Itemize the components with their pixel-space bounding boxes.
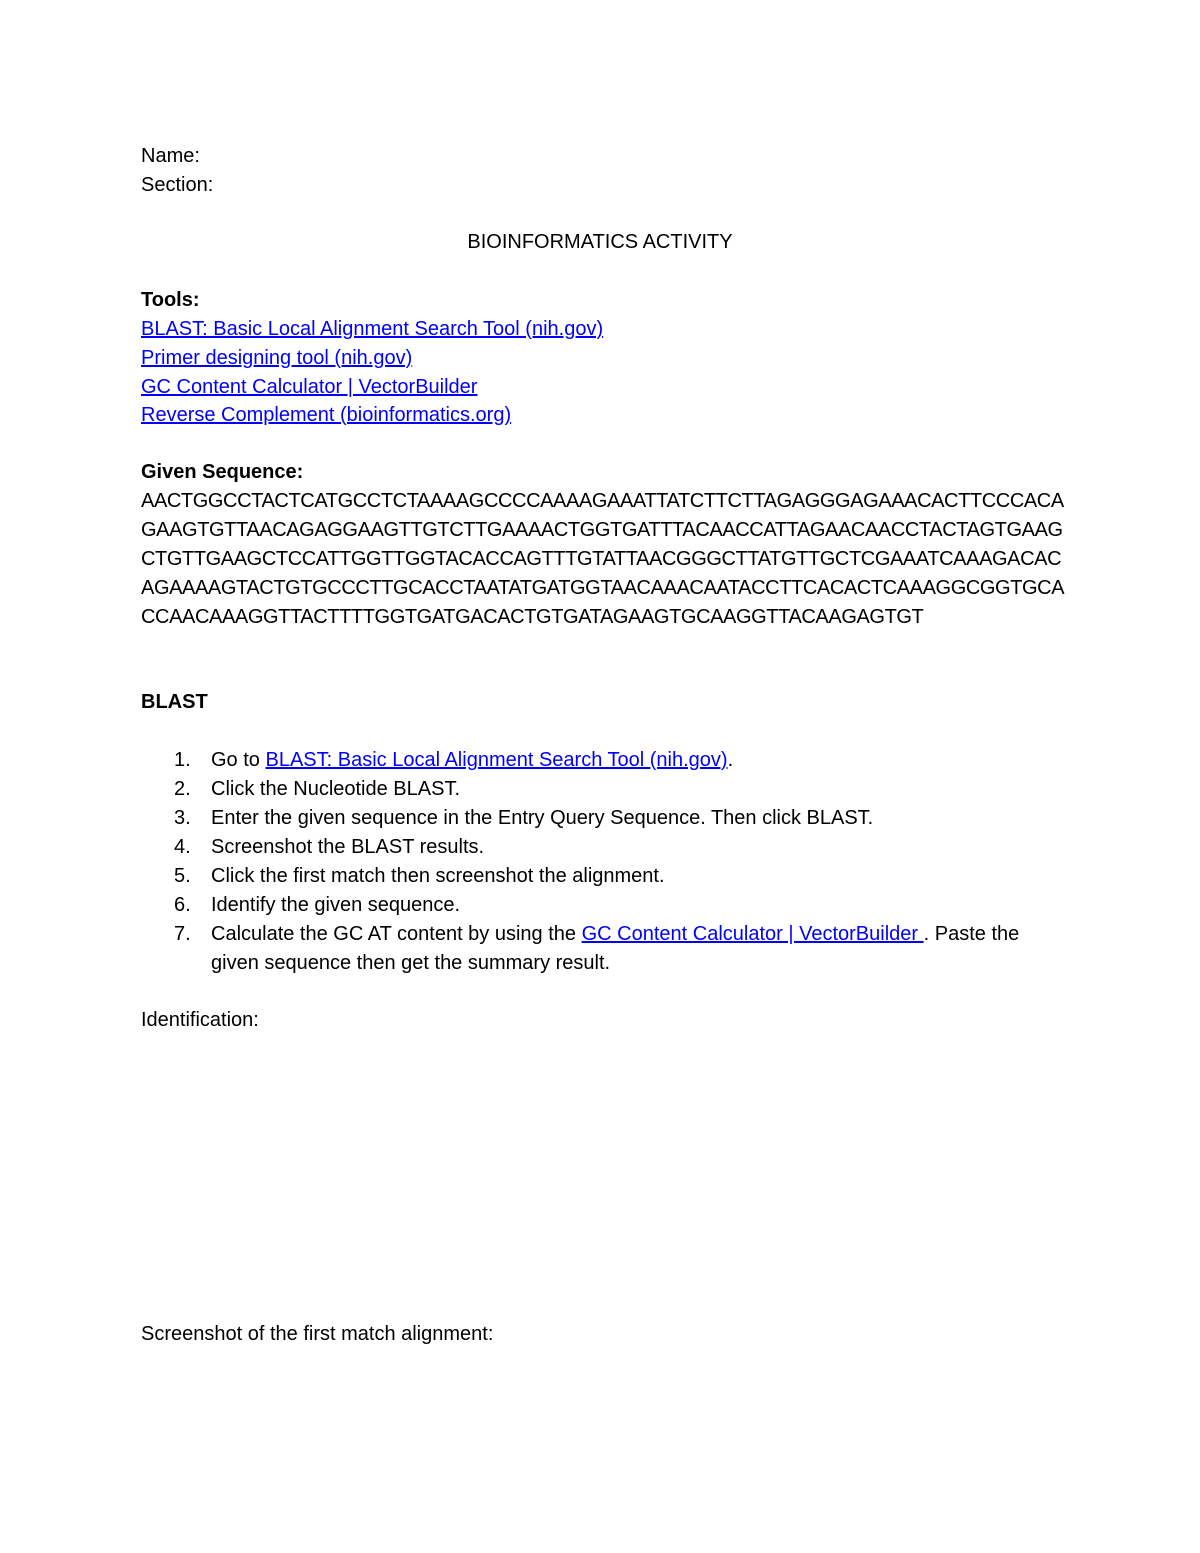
- sequence-line: GAAGTGTTAACAGAGGAAGTTGTCTTGAAAACTGGTGATTTACAACCATTAGAACAACCTACTAGTGAAG: [141, 519, 1063, 541]
- step-text: Screenshot the BLAST results.: [211, 836, 485, 858]
- step-number: 2.: [174, 778, 191, 800]
- step-number: 6.: [174, 894, 191, 916]
- sequence-line: CTGTTGAAGCTCCATTGGTTGGTACACCAGTTTGTATTAACGGGCTTATGTTGCTCGAAATCAAAGACAC: [141, 548, 1062, 570]
- document-title: BIOINFORMATICS ACTIVITY: [467, 231, 733, 253]
- step-item: [141, 862, 1061, 891]
- sequence-heading: Given Sequence:: [141, 461, 304, 483]
- section-label: Section:: [141, 174, 214, 196]
- step-number: 4.: [174, 836, 191, 858]
- step-item: [141, 804, 1061, 833]
- step-item: [141, 920, 1061, 978]
- gc-content-step-link[interactable]: GC Content Calculator | VectorBuilder: [581, 923, 924, 945]
- blast-heading: BLAST: [141, 691, 208, 713]
- sequence-line: AGAAAAGTACTGTGCCCTTGCACCTAATATGATGGTAACAAACAATACCTTCACACTCAAAGGCGGTGCA: [141, 577, 1065, 599]
- step-text: Click the Nucleotide BLAST.: [211, 778, 461, 800]
- blast-step-link[interactable]: BLAST: Basic Local Alignment Search Tool (nih.gov): [265, 749, 728, 771]
- step-item: [141, 746, 1061, 775]
- gc-content-link[interactable]: GC Content Calculator | VectorBuilder: [141, 376, 478, 398]
- sequence-line: AACTGGCCTACTCATGCCTCTAAAAGCCCCAAAAGAAATTATCTTCTTAGAGGGAGAAACACTTCCCACA: [141, 490, 1064, 512]
- tools-heading: Tools:: [141, 289, 200, 311]
- step-number: 5.: [174, 865, 191, 887]
- identification-label: Identification:: [141, 1009, 259, 1031]
- step-number: 7.: [174, 923, 191, 945]
- step-text: Click the first match then screenshot the alignment.: [211, 865, 665, 887]
- step-number: 1.: [174, 749, 191, 771]
- step-text: Enter the given sequence in the Entry Query Sequence. Then click BLAST.: [211, 807, 874, 829]
- step-item: [141, 775, 1061, 804]
- reverse-complement-link[interactable]: Reverse Complement (bioinformatics.org): [141, 404, 512, 426]
- step-text: . Paste the given sequence then get the summary result.: [211, 923, 1020, 974]
- step-item: [141, 833, 1061, 862]
- sequence-line: CCAACAAAGGTTACTTTTGGTGATGACACTGTGATAGAAGTGCAAGGTTACAAGAGTGT: [141, 606, 924, 628]
- blast-tool-link[interactable]: BLAST: Basic Local Alignment Search Tool (nih.gov): [141, 318, 604, 340]
- step-text: Go to: [211, 749, 266, 771]
- step-item: [141, 891, 1061, 920]
- step-text: Calculate the GC AT content by using the: [211, 923, 582, 945]
- screenshot-label: Screenshot of the first match alignment:: [141, 1323, 494, 1345]
- step-text: .: [727, 749, 734, 771]
- primer-tool-link[interactable]: Primer designing tool (nih.gov): [141, 347, 413, 369]
- step-text: Identify the given sequence.: [211, 894, 461, 916]
- blast-steps-list: [141, 746, 1061, 978]
- name-label: Name:: [141, 145, 200, 167]
- step-number: 3.: [174, 807, 191, 829]
